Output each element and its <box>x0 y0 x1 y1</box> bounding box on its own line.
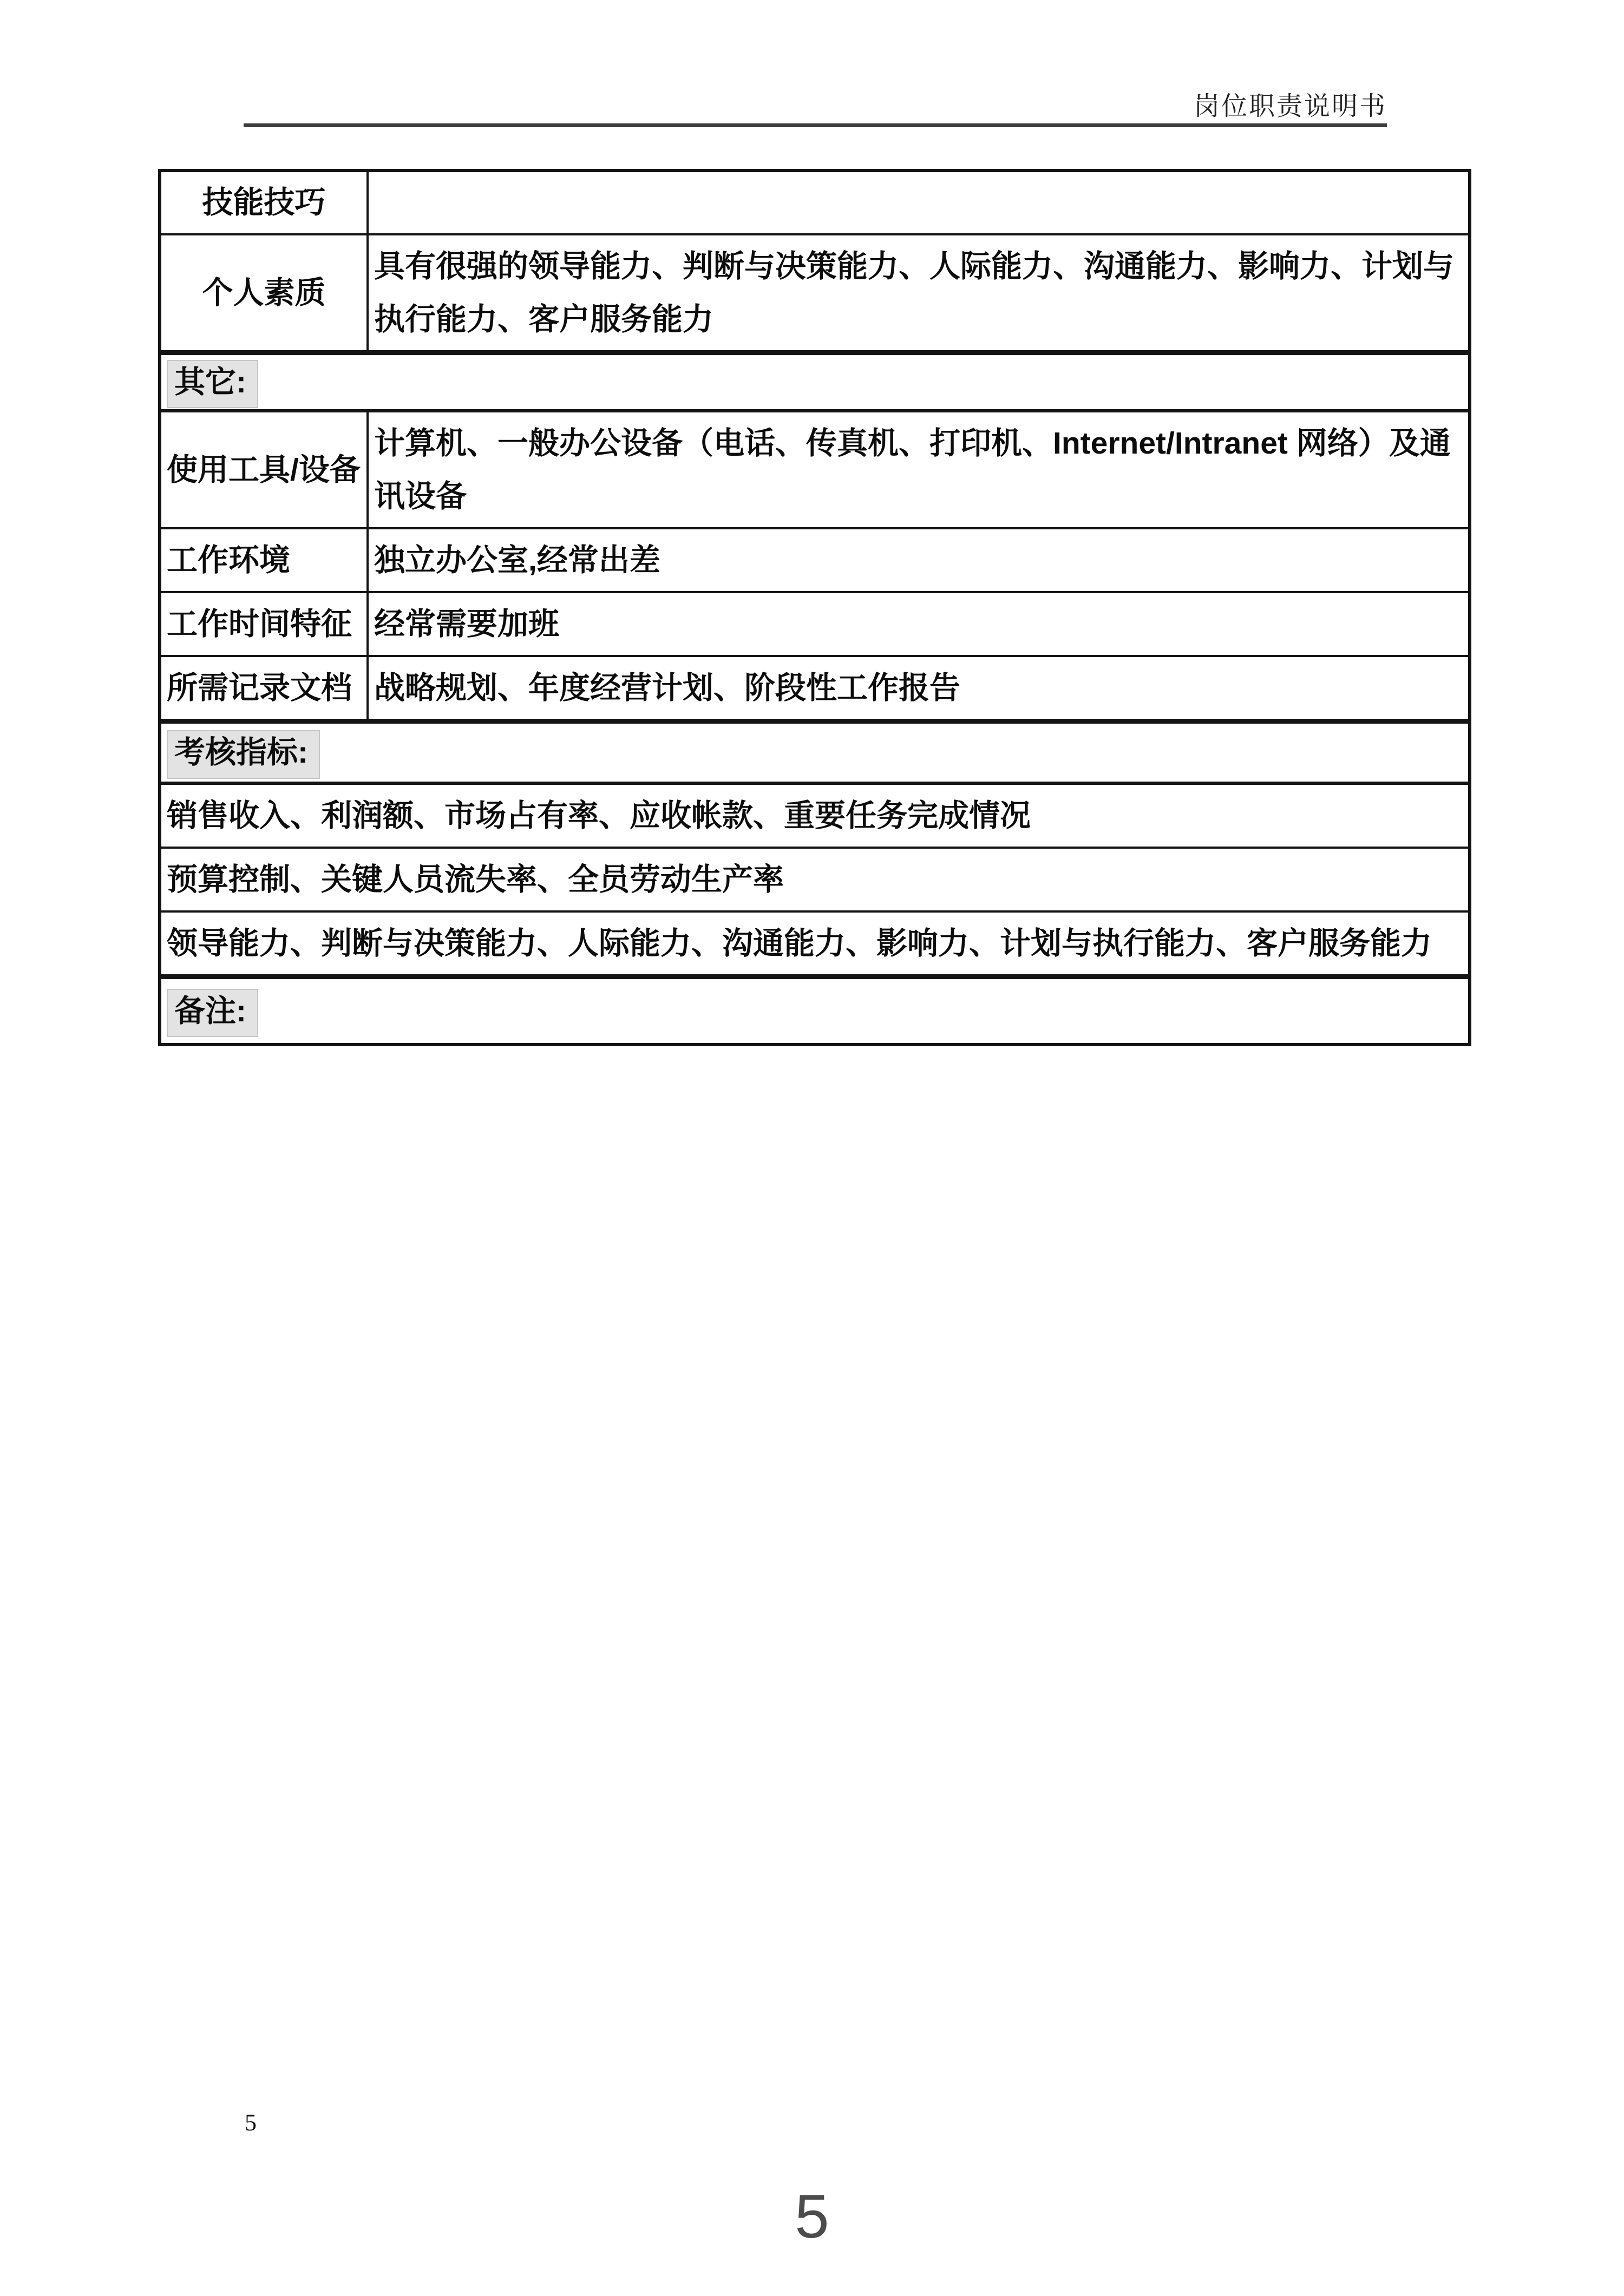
remarks-section-cell <box>160 976 1470 1045</box>
environment-value: 独立办公室,经常出差 <box>368 528 1470 592</box>
remarks-section-label: 备注: <box>167 989 258 1037</box>
environment-label: 工作环境 <box>160 528 368 592</box>
kpi-row-3: 领导能力、判断与决策能力、人际能力、沟通能力、影响力、计划与执行能力、客户服务能力 <box>160 911 1470 977</box>
row-kpi-1 <box>160 783 1470 848</box>
row-skills <box>160 170 1470 234</box>
tools-label: 使用工具/设备 <box>160 411 368 528</box>
worktime-label: 工作时间特征 <box>160 592 368 656</box>
job-description-table <box>158 169 1471 1046</box>
row-remarks-section <box>160 976 1470 1045</box>
records-label: 所需记录文档 <box>160 656 368 721</box>
kpi-section-cell <box>160 721 1470 783</box>
page-number-small: 5 <box>245 2109 257 2136</box>
records-value: 战略规划、年度经营计划、阶段性工作报告 <box>368 656 1470 721</box>
kpi-row-1: 销售收入、利润额、市场占有率、应收帐款、重要任务完成情况 <box>160 783 1470 848</box>
row-environment <box>160 528 1470 592</box>
other-section-cell <box>160 353 1470 411</box>
skills-value <box>368 170 1470 234</box>
kpi-section-label: 考核指标: <box>167 730 320 778</box>
doc-title: 岗位职责说明书 <box>1193 92 1387 121</box>
row-kpi-section <box>160 721 1470 783</box>
skills-label: 技能技巧 <box>160 170 368 234</box>
personal-quality-label: 个人素质 <box>160 234 368 353</box>
tools-value: 计算机、一般办公设备（电话、传真机、打印机、Internet/Intranet 网络）及通讯设备 <box>368 411 1470 528</box>
row-kpi-3 <box>160 911 1470 977</box>
row-other-section <box>160 353 1470 411</box>
row-records <box>160 656 1470 721</box>
personal-quality-value: 具有很强的领导能力、判断与决策能力、人际能力、沟通能力、影响力、计划与执行能力、客户服务能力 <box>368 234 1470 353</box>
worktime-value: 经常需要加班 <box>368 592 1470 656</box>
other-section-label: 其它: <box>167 360 258 408</box>
page-number-large: 5 <box>795 2182 829 2251</box>
kpi-row-2: 预算控制、关键人员流失率、全员劳动生产率 <box>160 848 1470 911</box>
row-worktime <box>160 592 1470 656</box>
row-tools <box>160 411 1470 528</box>
header-rule <box>244 29 1387 127</box>
row-personal-quality <box>160 234 1470 353</box>
row-kpi-2 <box>160 848 1470 911</box>
